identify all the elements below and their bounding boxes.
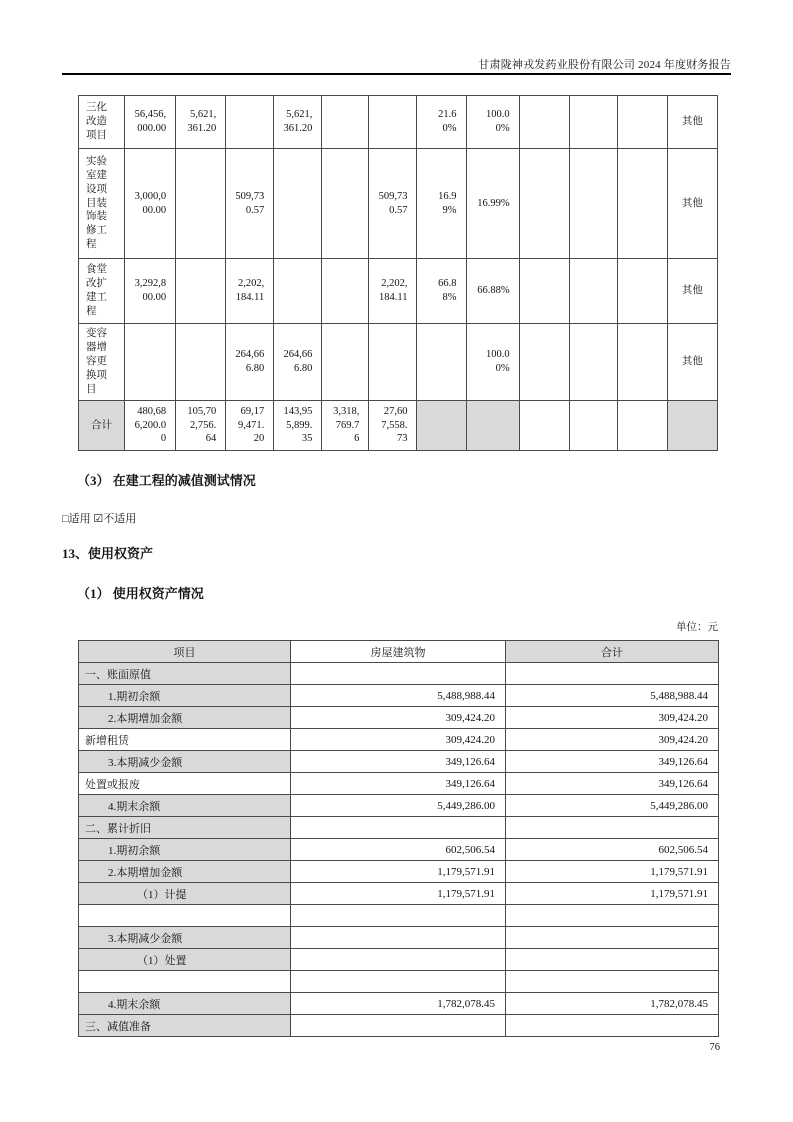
amount-cell xyxy=(322,96,369,149)
report-header-title: 甘肃陇神戎发药业股份有限公司 2024 年度财务报告 xyxy=(478,59,731,71)
table-row xyxy=(79,259,718,324)
row-value-cell xyxy=(506,905,719,927)
amount-cell: 480,686,200.00 xyxy=(125,401,176,451)
row-value-cell xyxy=(506,817,719,839)
row-label-cell: （1）处置 xyxy=(79,949,291,971)
row-value-cell xyxy=(506,1015,719,1037)
amount-cell: 69,179,471.20 xyxy=(226,401,274,451)
row-value-cell: 1,179,571.91 xyxy=(291,861,506,883)
column-header-cell: 房屋建筑物 xyxy=(291,641,506,663)
table-row xyxy=(79,817,719,839)
row-value-cell: 1,782,078.45 xyxy=(291,993,506,1015)
percent-cell: 66.88% xyxy=(417,259,466,324)
row-label-cell: 1.期初余额 xyxy=(79,839,291,861)
row-value-cell xyxy=(291,971,506,993)
amount-cell: 5,621,361.20 xyxy=(274,96,322,149)
unit-label: 单位：元 xyxy=(676,622,718,633)
row-value-cell: 602,506.54 xyxy=(506,839,719,861)
row-value-cell xyxy=(506,949,719,971)
row-value-cell: 349,126.64 xyxy=(291,773,506,795)
amount-cell xyxy=(617,324,667,401)
row-value-cell: 309,424.20 xyxy=(291,729,506,751)
amount-cell xyxy=(322,324,369,401)
amount-cell: 3,000,000.00 xyxy=(125,149,176,259)
amount-cell xyxy=(519,149,569,259)
row-label-cell: 新增租赁 xyxy=(79,729,291,751)
amount-cell: 264,666.80 xyxy=(226,324,274,401)
funding-source-cell: 其他 xyxy=(667,259,717,324)
row-label-cell: 4.期末余额 xyxy=(79,993,291,1015)
amount-cell xyxy=(617,149,667,259)
rou-assets-subsection-title: （1） 使用权资产情况 xyxy=(77,586,204,601)
row-label-cell: （1）计提 xyxy=(79,883,291,905)
percent-cell: 21.60% xyxy=(417,96,466,149)
column-header-cell: 项目 xyxy=(79,641,291,663)
table-row xyxy=(79,927,719,949)
amount-cell xyxy=(519,324,569,401)
row-value-cell xyxy=(291,949,506,971)
row-label-cell: 三、减值准备 xyxy=(79,1015,291,1037)
row-value-cell: 1,179,571.91 xyxy=(291,883,506,905)
row-label-cell: 3.本期减少金额 xyxy=(79,751,291,773)
amount-cell xyxy=(176,324,226,401)
row-value-cell: 1,179,571.91 xyxy=(506,861,719,883)
row-value-cell xyxy=(291,663,506,685)
amount-cell: 143,955,899.35 xyxy=(274,401,322,451)
amount-cell xyxy=(569,259,617,324)
percent-cell: 16.99% xyxy=(417,149,466,259)
row-value-cell: 1,179,571.91 xyxy=(506,883,719,905)
amount-cell xyxy=(322,149,369,259)
amount-cell xyxy=(176,149,226,259)
amount-cell: 105,702,756.64 xyxy=(176,401,226,451)
amount-cell: 5,621,361.20 xyxy=(176,96,226,149)
row-value-cell: 1,782,078.45 xyxy=(506,993,719,1015)
table-row xyxy=(79,663,719,685)
amount-cell xyxy=(617,96,667,149)
amount-cell: 509,730.57 xyxy=(369,149,417,259)
empty-cell xyxy=(519,401,569,451)
row-value-cell: 5,449,286.00 xyxy=(291,795,506,817)
amount-cell xyxy=(519,96,569,149)
row-value-cell xyxy=(291,905,506,927)
row-value-cell: 602,506.54 xyxy=(291,839,506,861)
project-name-cell: 三化改造项目 xyxy=(79,96,125,149)
table-row xyxy=(79,751,719,773)
amount-cell xyxy=(569,149,617,259)
row-label-cell: 1.期初余额 xyxy=(79,685,291,707)
amount-cell: 56,456,000.00 xyxy=(125,96,176,149)
row-value-cell xyxy=(506,927,719,949)
row-label-cell: 处置或报废 xyxy=(79,773,291,795)
amount-cell xyxy=(322,259,369,324)
amount-cell: 509,730.57 xyxy=(226,149,274,259)
amount-cell xyxy=(274,149,322,259)
row-value-cell xyxy=(291,817,506,839)
rou-assets-section-title: 13、使用权资产 xyxy=(62,546,154,561)
amount-cell: 27,607,558.73 xyxy=(369,401,417,451)
table-row xyxy=(79,324,718,401)
row-value-cell: 349,126.64 xyxy=(291,751,506,773)
row-value-cell: 349,126.64 xyxy=(506,773,719,795)
row-label-cell: 4.期末余额 xyxy=(79,795,291,817)
table-row xyxy=(79,795,719,817)
row-value-cell: 5,488,988.44 xyxy=(291,685,506,707)
amount-cell xyxy=(176,259,226,324)
amount-cell xyxy=(274,259,322,324)
table-row xyxy=(79,773,719,795)
empty-cell xyxy=(417,401,466,451)
row-label-cell: 二、累计折旧 xyxy=(79,817,291,839)
table-row xyxy=(79,685,719,707)
amount-cell xyxy=(617,259,667,324)
funding-source-cell: 其他 xyxy=(667,149,717,259)
amount-cell: 3,292,800.00 xyxy=(125,259,176,324)
table-row xyxy=(79,96,718,149)
amount-cell xyxy=(569,324,617,401)
total-row xyxy=(79,401,718,451)
funding-source-cell: 其他 xyxy=(667,324,717,401)
row-label-cell: 2.本期增加金额 xyxy=(79,861,291,883)
table-row xyxy=(79,707,719,729)
table-row xyxy=(79,861,719,883)
table-row xyxy=(79,149,718,259)
rou-assets-table xyxy=(78,640,719,1037)
percent-cell xyxy=(417,324,466,401)
amount-cell xyxy=(519,259,569,324)
header-rule xyxy=(62,73,731,75)
table-row xyxy=(79,729,719,751)
row-label-cell: 3.本期减少金额 xyxy=(79,927,291,949)
row-label-cell: 一、账面原值 xyxy=(79,663,291,685)
impairment-section-title: （3） 在建工程的减值测试情况 xyxy=(77,473,256,488)
percent-cell: 66.88% xyxy=(466,259,519,324)
table-row xyxy=(79,993,719,1015)
amount-cell: 3,318,769.76 xyxy=(322,401,369,451)
applicability-line: □适用 ☑不适用 xyxy=(62,513,137,525)
row-value-cell xyxy=(506,971,719,993)
percent-cell: 100.00% xyxy=(466,96,519,149)
table-row xyxy=(79,971,719,993)
empty-cell xyxy=(617,401,667,451)
empty-cell xyxy=(667,401,717,451)
amount-cell xyxy=(369,96,417,149)
row-value-cell: 309,424.20 xyxy=(291,707,506,729)
percent-cell: 16.99% xyxy=(466,149,519,259)
percent-cell: 100.00% xyxy=(466,324,519,401)
row-label-cell: 2.本期增加金额 xyxy=(79,707,291,729)
table-header-row xyxy=(79,641,719,663)
table-row xyxy=(79,839,719,861)
empty-cell xyxy=(569,401,617,451)
amount-cell xyxy=(369,324,417,401)
row-value-cell xyxy=(291,927,506,949)
construction-in-progress-table xyxy=(78,95,718,451)
row-label-cell xyxy=(79,905,291,927)
row-value-cell xyxy=(506,663,719,685)
total-label-cell: 合计 xyxy=(79,401,125,451)
project-name-cell: 食堂改扩建工程 xyxy=(79,259,125,324)
row-value-cell xyxy=(291,1015,506,1037)
amount-cell xyxy=(226,96,274,149)
row-value-cell: 5,488,988.44 xyxy=(506,685,719,707)
row-label-cell xyxy=(79,971,291,993)
amount-cell: 2,202,184.11 xyxy=(226,259,274,324)
table-row xyxy=(79,1015,719,1037)
table-row xyxy=(79,905,719,927)
row-value-cell: 5,449,286.00 xyxy=(506,795,719,817)
column-header-cell: 合计 xyxy=(506,641,719,663)
row-value-cell: 349,126.64 xyxy=(506,751,719,773)
table-row xyxy=(79,949,719,971)
table-row xyxy=(79,883,719,905)
row-value-cell: 309,424.20 xyxy=(506,707,719,729)
empty-cell xyxy=(466,401,519,451)
row-value-cell: 309,424.20 xyxy=(506,729,719,751)
funding-source-cell: 其他 xyxy=(667,96,717,149)
page-number: 76 xyxy=(709,1042,720,1053)
amount-cell: 2,202,184.11 xyxy=(369,259,417,324)
amount-cell xyxy=(125,324,176,401)
amount-cell xyxy=(569,96,617,149)
project-name-cell: 实验室建设项目装饰装修工程 xyxy=(79,149,125,259)
project-name-cell: 变容器增容更换项目 xyxy=(79,324,125,401)
amount-cell: 264,666.80 xyxy=(274,324,322,401)
